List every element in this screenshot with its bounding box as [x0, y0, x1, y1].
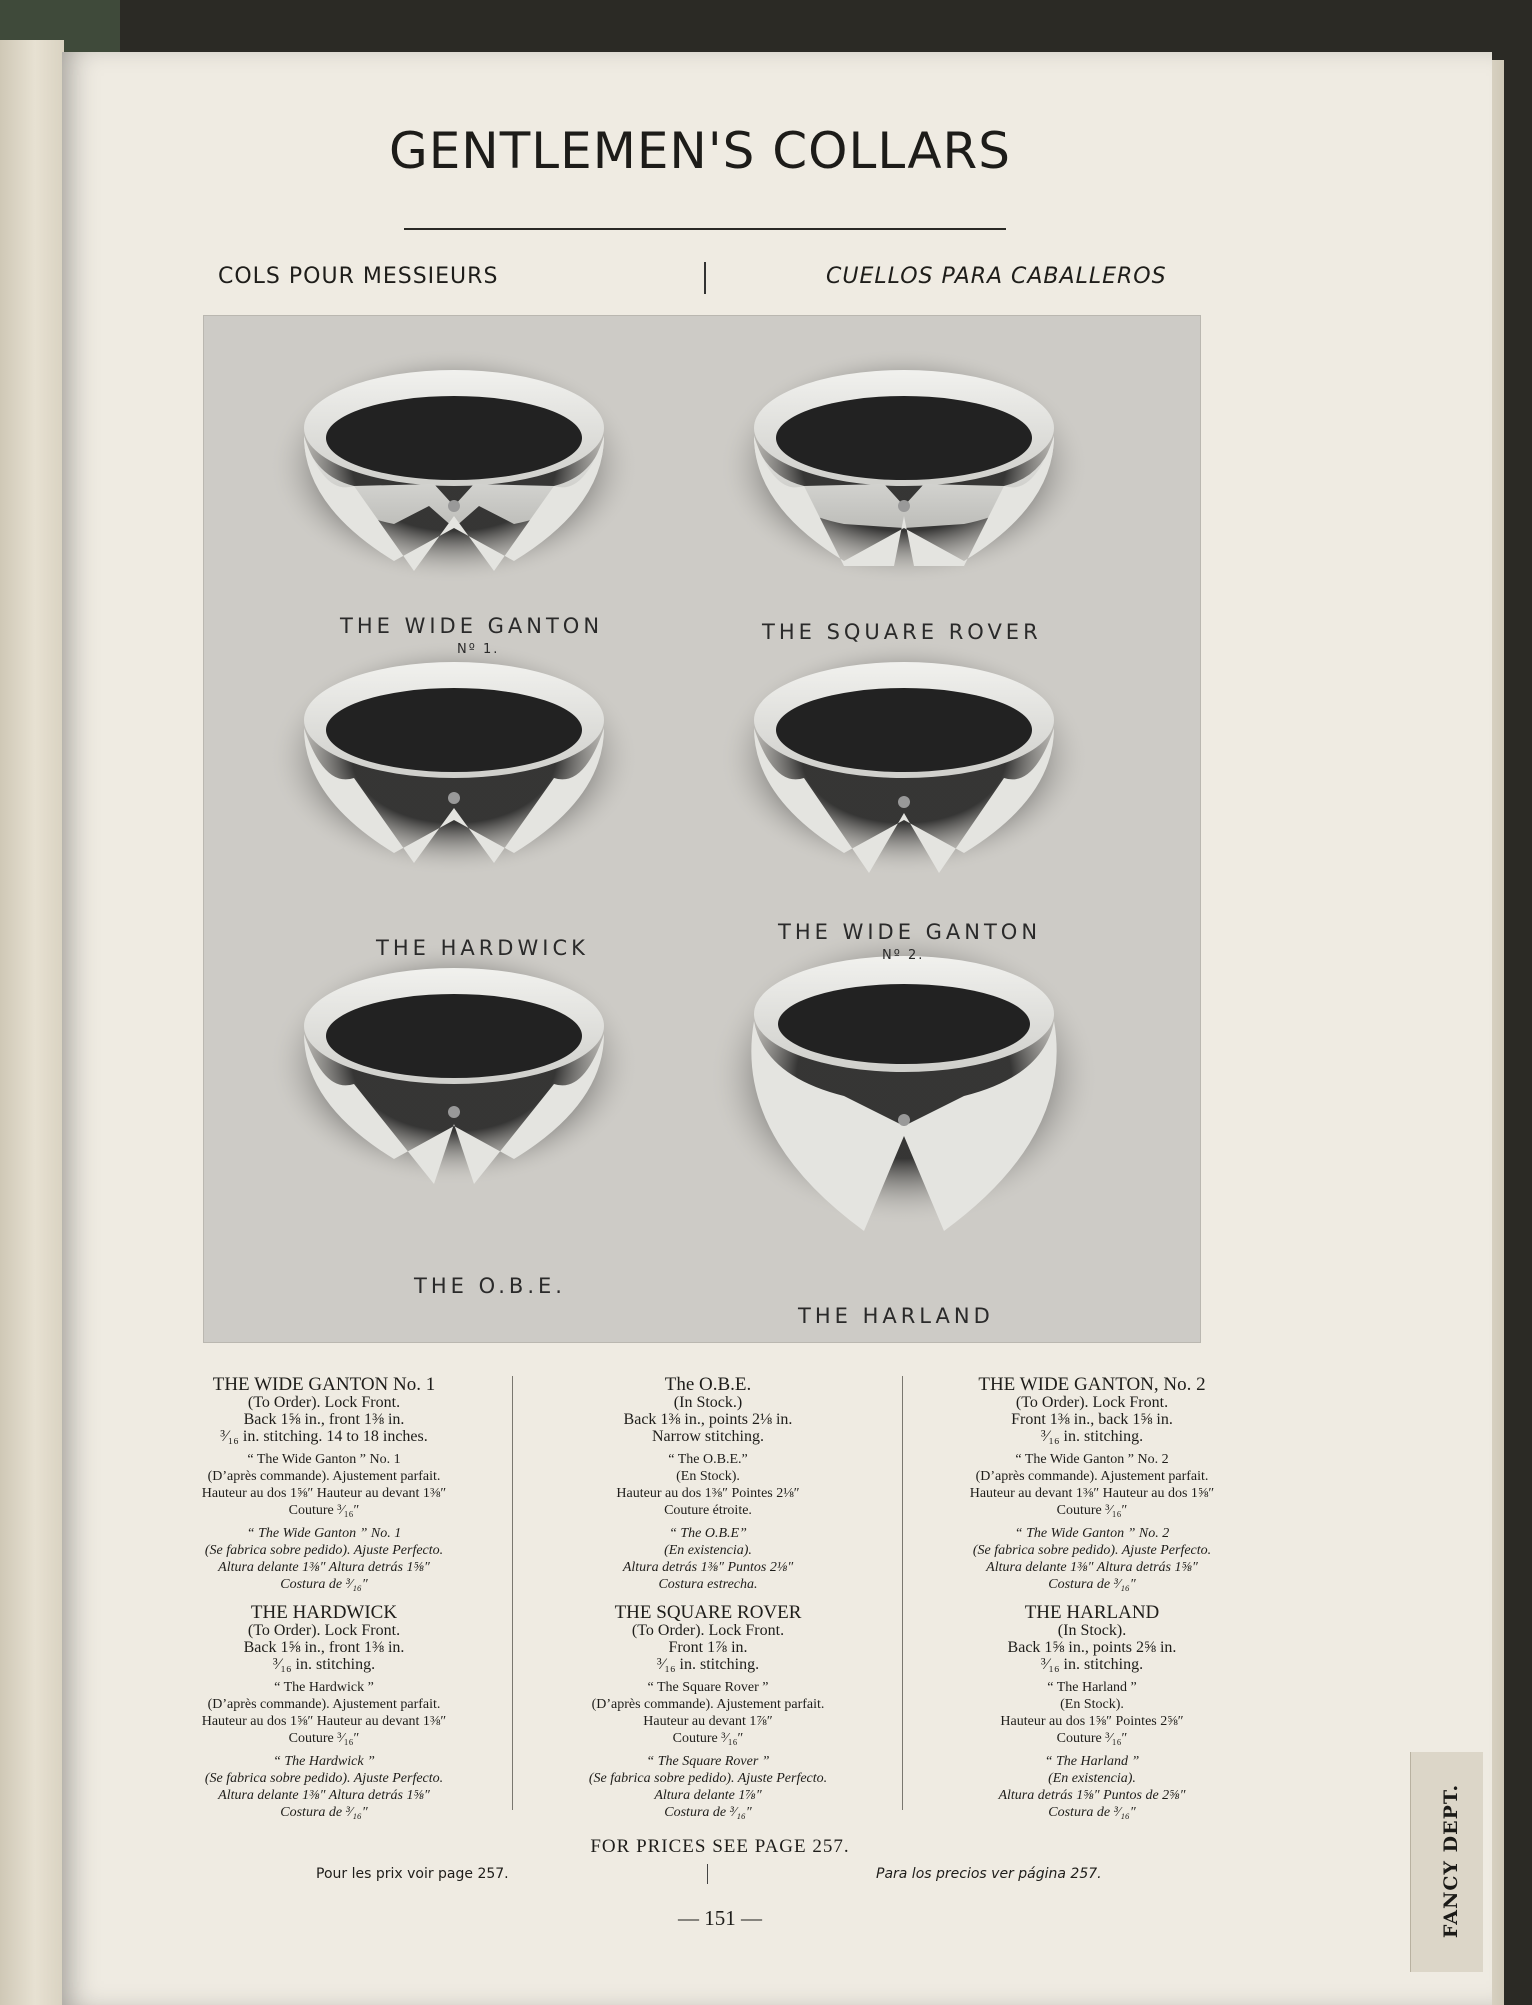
desc-fr-line: “ The Harland ”: [1047, 1680, 1137, 1695]
desc-line: ³⁄₁₆ in. stitching.: [1040, 1428, 1144, 1445]
subtitle-divider: [704, 262, 706, 294]
label-harland: THE HARLAND: [798, 1304, 994, 1328]
subtitle-spanish: CUELLOS PARA CABALLEROS: [826, 264, 1167, 289]
desc-line: Front 1⅜ in., back 1⅝ in.: [1011, 1411, 1173, 1428]
label-wide-ganton-1-number: Nº 1.: [457, 642, 500, 657]
desc-fr-line: Couture ³⁄₁₆″: [1056, 1503, 1128, 1518]
collar-illustrations: [204, 316, 1200, 1342]
desc-fr-line: Couture étroite.: [664, 1503, 752, 1518]
desc-fr-line: (D’après commande). Ajustement parfait.: [207, 1697, 441, 1712]
desc-line: (In Stock.): [673, 1394, 743, 1411]
desc-fr-line: Hauteur au devant 1⅜″ Hauteur au dos 1⅝″: [969, 1486, 1215, 1501]
column-divider-left: [512, 1376, 513, 1810]
desc-fr-line: (En Stock).: [676, 1469, 740, 1484]
desc-fr-line: Hauteur au dos 1⅜″ Pointes 2⅛″: [616, 1486, 800, 1501]
desc-fr-line: (En Stock).: [1060, 1697, 1124, 1712]
desc-es-line: (Se fabrica sobre pedido). Ajuste Perfecto.: [204, 1771, 444, 1786]
label-obe: THE O.B.E.: [414, 1274, 566, 1298]
desc-es-line: (Se fabrica sobre pedido). Ajuste Perfecto.: [972, 1543, 1212, 1558]
desc-line: ³⁄₁₆ in. stitching. 14 to 18 inches.: [220, 1428, 428, 1445]
desc-fr-line: “ The Square Rover ”: [647, 1680, 769, 1695]
desc-es-line: (En existencia).: [664, 1543, 752, 1558]
desc-es-line: Altura delante 1⅞″: [654, 1788, 762, 1803]
desc-fr-line: Hauteur au dos 1⅝″ Hauteur au devant 1⅜″: [201, 1714, 447, 1729]
desc-es-line: Altura delante 1⅜″ Altura detrás 1⅝″: [218, 1788, 430, 1803]
desc-line: Back 1⅜ in., points 2⅛ in.: [623, 1411, 793, 1428]
desc-line: Front 1⅞ in.: [668, 1639, 748, 1656]
desc-fr-line: “ The Wide Ganton ” No. 1: [247, 1452, 401, 1467]
desc-es-line: Costura estrecha.: [658, 1577, 758, 1592]
desc-es-line: Costura de ³⁄₁₆″: [664, 1805, 752, 1820]
desc-line: Back 1⅝ in., front 1⅜ in.: [243, 1411, 405, 1428]
desc-fr-line: “ The O.B.E.”: [668, 1452, 748, 1467]
desc-fr-line: (D’après commande). Ajustement parfait.: [975, 1469, 1209, 1484]
desc-line: Back 1⅝ in., points 2⅝ in.: [1007, 1639, 1177, 1656]
desc-es-line: Costura de ³⁄₁₆″: [280, 1577, 368, 1592]
desc-es-line: Altura delante 1⅜″ Altura detrás 1⅝″: [986, 1560, 1198, 1575]
desc-title: The O.B.E.: [664, 1374, 752, 1395]
desc-line: (To Order). Lock Front.: [1015, 1394, 1169, 1411]
department-tab-label: [1428, 1770, 1468, 1960]
desc-title: THE WIDE GANTON No. 1: [212, 1374, 436, 1395]
desc-es-line: Costura de ³⁄₁₆″: [280, 1805, 368, 1820]
desc-line: (To Order). Lock Front.: [247, 1394, 401, 1411]
page-number: — 151 —: [678, 1906, 762, 1930]
desc-obe: [528, 1376, 888, 1593]
desc-line: (To Order). Lock Front.: [247, 1622, 401, 1639]
page-title: GENTLEMEN'S COLLARS: [388, 122, 1012, 180]
collar-harland: [709, 926, 1099, 1231]
label-hardwick: THE HARDWICK: [376, 936, 589, 960]
title-underline: [404, 228, 1006, 230]
desc-es-line: “ The Hardwick ”: [273, 1754, 375, 1769]
desc-wide-ganton-1: [144, 1376, 504, 1593]
prices-note: FOR PRICES SEE PAGE 257.: [590, 1836, 850, 1857]
collar-wide-ganton-2: [719, 640, 1089, 876]
label-wide-ganton-2-number: Nº 2.: [882, 948, 925, 963]
desc-es-line: “ The Wide Ganton ” No. 1: [246, 1526, 402, 1541]
desc-fr-line: Couture ³⁄₁₆″: [672, 1731, 744, 1746]
desc-line: ³⁄₁₆ in. stitching.: [1040, 1656, 1144, 1673]
desc-fr-line: Couture ³⁄₁₆″: [288, 1503, 360, 1518]
prices-note-spanish: Para los precios ver página 257.: [876, 1866, 1102, 1882]
desc-fr-line: Couture ³⁄₁₆″: [1056, 1731, 1128, 1746]
desc-fr-line: Hauteur au dos 1⅝″ Hauteur au devant 1⅜″: [201, 1486, 447, 1501]
desc-fr-line: “ The Hardwick ”: [274, 1680, 374, 1695]
desc-title: THE HARLAND: [1024, 1602, 1160, 1623]
prices-note-french: Pour les prix voir page 257.: [316, 1866, 509, 1882]
desc-line: Back 1⅝ in., front 1⅜ in.: [243, 1639, 405, 1656]
desc-fr-line: (D’après commande). Ajustement parfait.: [591, 1697, 825, 1712]
desc-es-line: Costura de ³⁄₁₆″: [1048, 1577, 1136, 1592]
desc-title: THE WIDE GANTON, No. 2: [978, 1374, 1206, 1395]
desc-fr-line: Hauteur au devant 1⅞″: [643, 1714, 773, 1729]
desc-es-line: Altura delante 1⅜″ Altura detrás 1⅝″: [218, 1560, 430, 1575]
desc-es-line: (Se fabrica sobre pedido). Ajuste Perfecto.: [204, 1543, 444, 1558]
desc-title: THE HARDWICK: [250, 1602, 398, 1623]
desc-title: THE SQUARE ROVER: [614, 1602, 802, 1623]
desc-es-line: “ The O.B.E”: [669, 1526, 747, 1541]
collar-wide-ganton-1: [269, 348, 639, 584]
desc-fr-line: Couture ³⁄₁₆″: [288, 1731, 360, 1746]
footer-divider: [707, 1864, 708, 1884]
desc-square-rover: [528, 1604, 888, 1821]
label-wide-ganton-2: THE WIDE GANTON: [778, 920, 1042, 944]
desc-line: ³⁄₁₆ in. stitching.: [272, 1656, 376, 1673]
desc-fr-line: (D’après commande). Ajustement parfait.: [207, 1469, 441, 1484]
desc-es-line: “ The Square Rover ”: [646, 1754, 770, 1769]
department-tab-text: FANCY DEPT.: [1440, 1783, 1462, 1939]
column-divider-right: [902, 1376, 903, 1810]
desc-es-line: “ The Wide Ganton ” No. 2: [1014, 1526, 1170, 1541]
desc-line: (To Order). Lock Front.: [631, 1622, 785, 1639]
desc-harland: [912, 1604, 1272, 1821]
desc-wide-ganton-2: [912, 1376, 1272, 1593]
desc-line: ³⁄₁₆ in. stitching.: [656, 1656, 760, 1673]
collar-square-rover: [719, 348, 1089, 584]
facing-page-edge: [0, 40, 64, 2005]
desc-es-line: Costura de ³⁄₁₆″: [1048, 1805, 1136, 1820]
label-wide-ganton-1: THE WIDE GANTON: [340, 614, 604, 638]
desc-hardwick: [144, 1604, 504, 1821]
collar-photograph: [204, 316, 1200, 1342]
collar-hardwick: [269, 640, 639, 876]
subtitle-french: COLS POUR MESSIEURS: [218, 264, 499, 289]
desc-es-line: “ The Harland ”: [1044, 1754, 1140, 1769]
desc-es-line: Altura detrás 1⅜″ Puntos 2⅛″: [622, 1560, 794, 1575]
desc-es-line: Altura detrás 1⅝″ Puntos de 2⅝″: [998, 1788, 1186, 1803]
desc-line: (In Stock).: [1057, 1622, 1127, 1639]
desc-es-line: (Se fabrica sobre pedido). Ajuste Perfecto.: [588, 1771, 828, 1786]
desc-fr-line: “ The Wide Ganton ” No. 2: [1015, 1452, 1169, 1467]
desc-fr-line: Hauteur au dos 1⅝″ Pointes 2⅝″: [1000, 1714, 1184, 1729]
collar-obe: [269, 942, 639, 1186]
desc-line: Narrow stitching.: [652, 1428, 764, 1445]
label-square-rover: THE SQUARE ROVER: [762, 620, 1042, 644]
desc-es-line: (En existencia).: [1048, 1771, 1136, 1786]
